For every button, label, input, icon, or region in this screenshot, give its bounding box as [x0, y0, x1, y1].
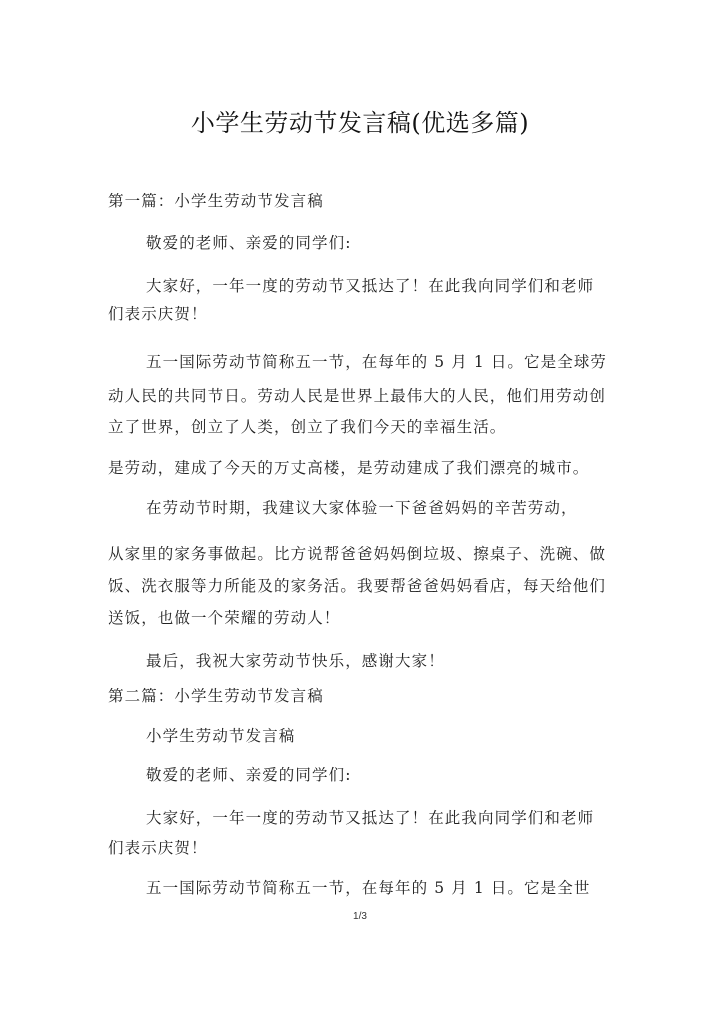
paragraph-line: 立了世界，创立了人类，创立了我们今天的幸福生活。	[108, 418, 507, 436]
paragraph-line: 大家好，一年一度的劳动节又抵达了！在此我向同学们和老师	[146, 809, 595, 827]
salutation: 敬爱的老师、亲爱的同学们:	[146, 766, 352, 784]
paragraph-line: 送饭，也做一个荣耀的劳动人！	[108, 609, 341, 627]
page-number: 1/3	[353, 911, 367, 922]
paragraph-line: 最后，我祝大家劳动节快乐，感谢大家！	[146, 652, 445, 670]
paragraph-line: 大家好，一年一度的劳动节又抵达了！在此我向同学们和老师	[146, 277, 595, 295]
document-title: 小学生劳动节发言稿(优选多篇)	[190, 109, 530, 137]
paragraph-line: 们表示庆贺！	[108, 839, 208, 857]
paragraph-line: 五一国际劳动节简称五一节，在每年的 5 月 1 日。它是全世	[146, 879, 591, 897]
paragraph-line: 们表示庆贺！	[108, 305, 208, 323]
subtitle: 小学生劳动节发言稿	[146, 727, 296, 745]
section-heading-1: 第一篇：小学生劳动节发言稿	[108, 192, 324, 210]
paragraph-line: 从家里的家务事做起。比方说帮爸爸妈妈倒垃圾、擦桌子、洗碗、做	[108, 545, 607, 563]
paragraph-line: 是劳动，建成了今天的万丈高楼，是劳动建成了我们漂亮的城市。	[108, 459, 590, 477]
paragraph-line: 饭、洗衣服等力所能及的家务活。我要帮爸爸妈妈看店，每天给他们	[108, 577, 607, 595]
salutation: 敬爱的老师、亲爱的同学们:	[146, 234, 352, 252]
paragraph-line: 五一国际劳动节简称五一节，在每年的 5 月 1 日。它是全球劳	[146, 353, 608, 371]
paragraph-line: 动人民的共同节日。劳动人民是世界上最伟大的人民，他们用劳动创	[108, 387, 607, 405]
section-heading-2: 第二篇：小学生劳动节发言稿	[108, 687, 324, 705]
paragraph-line: 在劳动节时期，我建议大家体验一下爸爸妈妈的辛苦劳动，	[146, 499, 578, 517]
